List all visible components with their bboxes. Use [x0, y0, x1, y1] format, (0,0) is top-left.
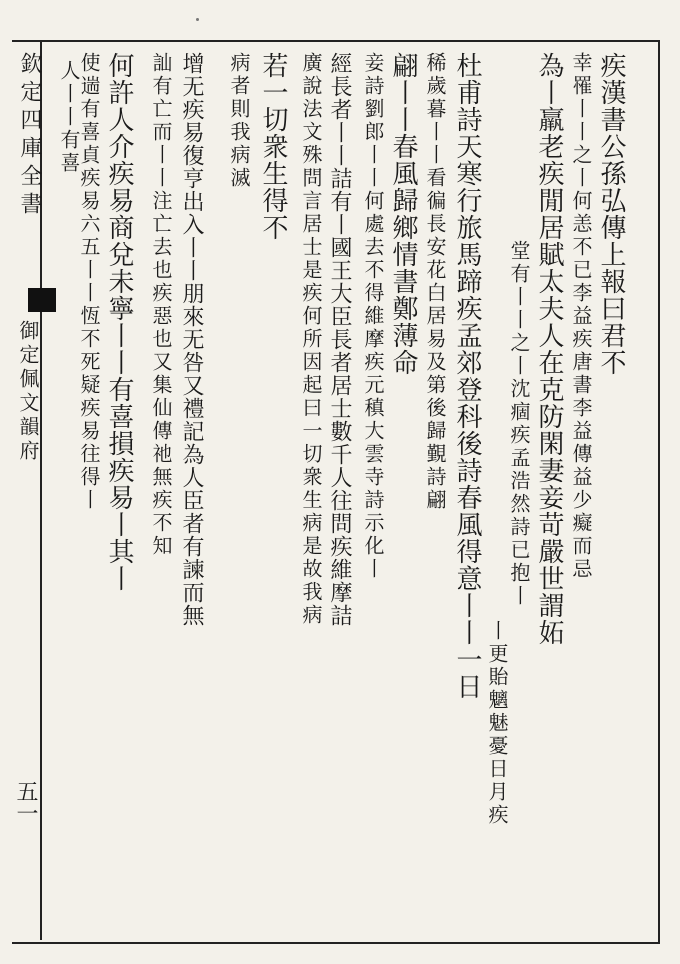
page-number: 五一	[13, 780, 38, 824]
text-column-11: 廣說法文殊問言居士是疾何所因起曰一切衆生病是故我病	[299, 52, 323, 627]
scan-speck	[196, 18, 199, 21]
text-column-7: 稀歲暮丨丨看徧長安花白居易及第後歸覲詩翩	[423, 52, 447, 512]
sub-title: 御定佩文韻府	[16, 320, 40, 464]
text-column-8: 翩丨丨春風歸鄉情書鄭薄命	[388, 52, 418, 376]
text-column-18: 人丨丨有喜	[57, 60, 81, 175]
book-title: 欽定四庫全書	[17, 52, 42, 220]
text-column-1: 疾漢書公孫弘傳上報曰君不	[596, 52, 626, 376]
text-column-14: 增无疾易復亨出入丨丨朋來无咎又禮記為人臣者有諫而無	[179, 52, 204, 627]
text-column-4: 堂有丨丨之丨沈痼疾孟浩然詩已抱丨	[507, 240, 531, 608]
fish-tail-mark	[28, 288, 56, 312]
frame-right-border	[658, 40, 660, 942]
text-column-3: 為丨羸老疾閒居賦太夫人在克防閑妻妾苛嚴世謂妬	[534, 52, 564, 646]
text-column-10: 經長者丨丨詰有丨國王大臣長者居士數千人往問疾維摩詰	[327, 52, 352, 627]
text-column-13: 病者則我病滅	[227, 52, 251, 190]
text-column-15: 訕有亡而丨丨注亡去也疾惡也又集仙傳祂無疾不知	[149, 52, 173, 558]
text-column-2: 幸罹丨丨之丨何恙不已李益疾唐書李益傳益少癡而忌	[569, 52, 593, 581]
text-column-17: 使遄有喜貞疾易六五丨丨恆不死疑疾易往得丨	[77, 52, 101, 512]
text-column-5: 丨更貽魑魅憂日月疾	[485, 620, 509, 827]
text-column-6: 杜甫詩天寒行旅馬蹄疾孟郊登科後詩春風得意丨丨一日	[452, 52, 482, 700]
text-column-9: 妾詩劉郎丨丨何處去不得維摩疾元稹大雲寺詩示化丨	[361, 52, 385, 581]
text-column-12: 若一切衆生得不	[258, 52, 288, 241]
text-column-16: 何許人介疾易商兌未寧丨丨有喜損疾易丨其丨	[104, 52, 134, 592]
